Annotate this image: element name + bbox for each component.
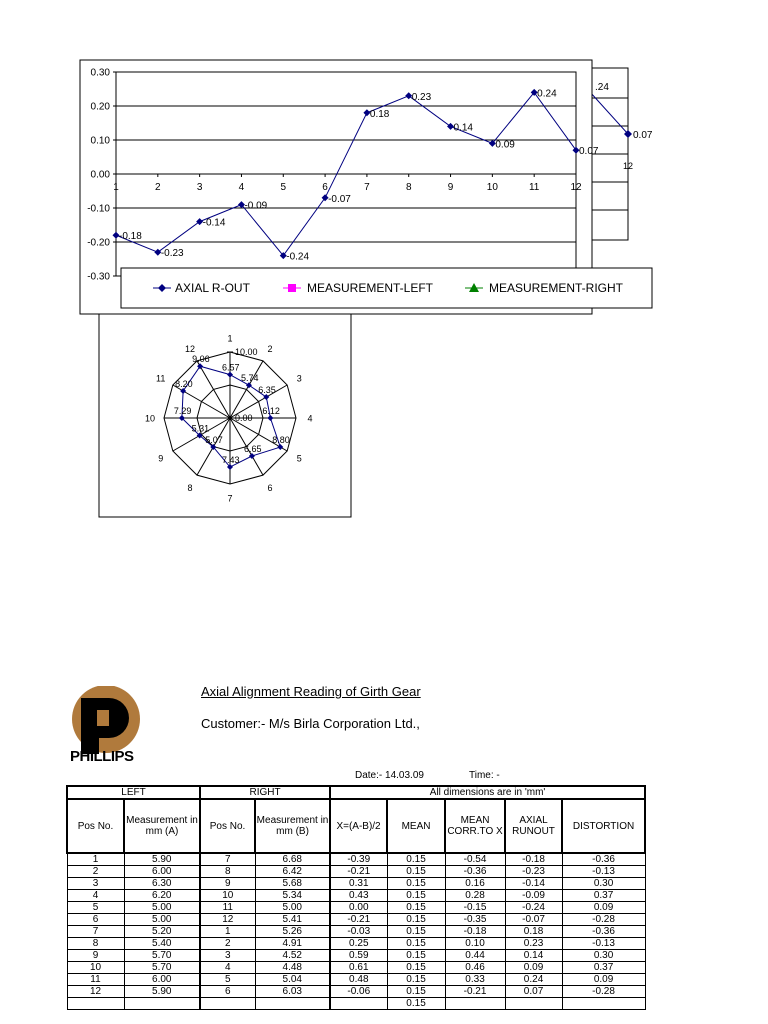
cell-meas-a: 5.70 [124, 962, 200, 974]
cell-pos-left: 3 [67, 878, 124, 890]
cell-x: -0.39 [330, 853, 387, 866]
cell-meas-a: 6.00 [124, 866, 200, 878]
table-body [67, 853, 645, 1010]
radar-axis-label: 12 [184, 344, 196, 355]
cell-mean-corr: 0.44 [445, 950, 505, 962]
cell-axial-runout: -0.09 [505, 890, 562, 902]
cell-meas-a: 6.20 [124, 890, 200, 902]
cell-axial-runout: -0.14 [505, 878, 562, 890]
cell-meas-a: 5.00 [124, 914, 200, 926]
y-tick-label: 0.10 [90, 135, 110, 147]
y-tick-label: -0.20 [87, 237, 110, 249]
cell-x: -0.21 [330, 914, 387, 926]
logo-text: PHILLIPS [70, 748, 134, 765]
cell-pos-right: 6 [200, 986, 255, 998]
y-tick-label: -0.30 [87, 271, 110, 283]
cell-meas-a: 6.00 [124, 974, 200, 986]
behind-label: 0.07 [633, 130, 653, 141]
data-label: -0.09 [244, 200, 268, 212]
cell-distortion: 0.37 [562, 890, 645, 902]
cell-x: 0.31 [330, 878, 387, 890]
table-row [67, 974, 645, 986]
col-meas-b: Measurement in mm (B) [255, 799, 330, 853]
cell-meas-b [255, 998, 330, 1010]
cell-mean-corr: 0.33 [445, 974, 505, 986]
radar-value-label: 5.31 [191, 423, 210, 434]
table-row [67, 998, 645, 1010]
cell-mean-corr: -0.21 [445, 986, 505, 998]
cell-x: 0.00 [330, 902, 387, 914]
cell-mean: 0.15 [387, 890, 445, 902]
phillips-logo [69, 686, 143, 754]
cell-axial-runout [505, 998, 562, 1010]
cell-axial-runout: -0.18 [505, 853, 562, 866]
group-right: RIGHT [200, 786, 330, 799]
x-tick-label: 10 [486, 182, 498, 193]
cell-pos-right: 10 [200, 890, 255, 902]
cell-pos-right: 5 [200, 974, 255, 986]
cell-distortion: -0.28 [562, 986, 645, 998]
cell-axial-runout: 0.09 [505, 962, 562, 974]
x-tick-label: 1 [113, 182, 119, 193]
logo-p-counter [97, 710, 109, 726]
cell-mean-corr: 0.46 [445, 962, 505, 974]
behind-label: .24 [595, 82, 609, 93]
cell-pos-right: 3 [200, 950, 255, 962]
cell-mean-corr: -0.35 [445, 914, 505, 926]
data-label: 0.23 [411, 91, 432, 103]
cell-mean-corr: -0.18 [445, 926, 505, 938]
radar-scale-label: 0.00 [235, 413, 253, 423]
cell-pos-left: 11 [67, 974, 124, 986]
data-label: -0.23 [160, 248, 184, 260]
radar-axis-label: 4 [307, 413, 313, 424]
cell-pos-left: 4 [67, 890, 124, 902]
cell-pos-right: 2 [200, 938, 255, 950]
cell-pos-right: 7 [200, 853, 255, 866]
radar-axis-label: 6 [267, 482, 273, 493]
cell-mean-corr: -0.36 [445, 866, 505, 878]
cell-axial-runout: 0.14 [505, 950, 562, 962]
cell-meas-b: 5.26 [255, 926, 330, 938]
cell-distortion: 0.09 [562, 974, 645, 986]
cell-meas-b: 4.48 [255, 962, 330, 974]
data-label: -0.07 [328, 193, 351, 205]
radar-value-label: 8.20 [175, 378, 193, 389]
cell-mean: 0.15 [387, 914, 445, 926]
x-tick-label: 9 [447, 182, 454, 193]
radar-axis-label: 11 [156, 373, 166, 384]
cell-pos-right [200, 998, 255, 1010]
cell-x: 0.43 [330, 890, 387, 902]
cell-mean: 0.15 [387, 878, 445, 890]
cell-mean: 0.15 [387, 866, 445, 878]
cell-x: -0.06 [330, 986, 387, 998]
x-tick-label: 3 [196, 182, 203, 193]
cell-pos-left: 5 [67, 902, 124, 914]
cell-x: 0.25 [330, 938, 387, 950]
col-x: X=(A-B)/2 [330, 799, 387, 853]
radar-value-label: 6.12 [262, 406, 280, 416]
radar-axis-label: 10 [144, 413, 156, 424]
cell-mean: 0.15 [387, 926, 445, 938]
col-mean: MEAN [387, 799, 445, 853]
data-label: 0.09 [495, 139, 515, 151]
data-label: -0.24 [286, 251, 310, 263]
cell-pos-left: 10 [67, 962, 124, 974]
cell-mean: 0.15 [387, 950, 445, 962]
radar-value-label: 7.43 [222, 455, 240, 466]
cell-meas-a: 5.00 [124, 902, 200, 914]
table-row [67, 902, 645, 914]
legend-label: MEASUREMENT-LEFT [307, 281, 434, 295]
cell-mean-corr: 0.28 [445, 890, 505, 902]
cell-axial-runout: -0.23 [505, 866, 562, 878]
cell-pos-right: 1 [200, 926, 255, 938]
time-label: Time: - [469, 770, 500, 781]
cell-meas-a [124, 998, 200, 1010]
x-tick-label: 5 [280, 182, 287, 193]
cell-pos-left: 12 [67, 986, 124, 998]
customer-line: Customer:- M/s Birla Corporation Ltd., [201, 716, 420, 731]
group-left: LEFT [67, 786, 200, 799]
cell-pos-right: 11 [200, 902, 255, 914]
y-tick-label: 0.00 [90, 169, 110, 181]
table-row [67, 878, 645, 890]
y-tick-label: -0.10 [87, 203, 110, 215]
cell-mean-corr [445, 998, 505, 1010]
col-meas-a: Measurement in mm (A) [124, 799, 200, 853]
cell-meas-a: 5.70 [124, 950, 200, 962]
cell-meas-b: 4.52 [255, 950, 330, 962]
cell-x [330, 998, 387, 1010]
col-mean-corr: MEAN CORR.TO X [445, 799, 505, 853]
legend-label: MEASUREMENT-RIGHT [489, 281, 624, 295]
table-row [67, 926, 645, 938]
col-axial-runout: AXIAL RUNOUT [505, 799, 562, 853]
cell-pos-left [67, 998, 124, 1010]
date-label: Date:- 14.03.09 [355, 770, 424, 781]
cell-distortion: 0.30 [562, 950, 645, 962]
radar-scale-label: 10.00 [235, 347, 258, 357]
cell-distortion: -0.36 [562, 853, 645, 866]
behind-label: 12 [623, 161, 634, 171]
cell-pos-left: 1 [67, 853, 124, 866]
cell-x: -0.21 [330, 866, 387, 878]
cell-mean-corr: 0.10 [445, 938, 505, 950]
radar-value-label: 9.06 [192, 354, 210, 365]
legend-label: AXIAL R-OUT [175, 281, 250, 295]
cell-pos-left: 8 [67, 938, 124, 950]
cell-pos-left: 6 [67, 914, 124, 926]
cell-mean: 0.15 [387, 974, 445, 986]
cell-axial-runout: 0.23 [505, 938, 562, 950]
cell-pos-right: 4 [200, 962, 255, 974]
cell-axial-runout: 0.24 [505, 974, 562, 986]
cell-distortion [562, 998, 645, 1010]
table-row [67, 914, 645, 926]
table-row [67, 986, 645, 998]
cell-axial-runout: -0.07 [505, 914, 562, 926]
cell-x: -0.03 [330, 926, 387, 938]
cell-meas-b: 6.03 [255, 986, 330, 998]
y-tick-label: 0.20 [90, 101, 110, 113]
cell-meas-b: 6.68 [255, 853, 330, 866]
radar-axis-label: 7 [227, 493, 233, 504]
x-tick-label: 6 [322, 182, 328, 193]
radar-axis-label: 8 [187, 482, 193, 493]
cell-meas-a: 5.90 [124, 853, 200, 866]
col-pos-left: Pos No. [67, 799, 124, 853]
x-tick-label: 4 [238, 182, 245, 193]
radar-value-label: 6.57 [222, 362, 240, 373]
radar-axis-label: 2 [267, 344, 273, 355]
cell-distortion: -0.28 [562, 914, 645, 926]
cell-pos-left: 7 [67, 926, 124, 938]
cell-axial-runout: 0.18 [505, 926, 562, 938]
data-label: -0.18 [119, 231, 142, 243]
radar-value-label: 8.80 [272, 435, 290, 446]
cell-meas-b: 5.04 [255, 974, 330, 986]
group-note: All dimensions are in 'mm' [330, 786, 645, 799]
table-row [67, 938, 645, 950]
cell-mean: 0.15 [387, 902, 445, 914]
cell-meas-b: 5.34 [255, 890, 330, 902]
x-tick-label: 12 [570, 182, 582, 193]
cell-meas-b: 5.68 [255, 878, 330, 890]
data-label: 0.18 [369, 108, 390, 120]
radar-value-label: 5.07 [205, 434, 223, 445]
cell-mean: 0.15 [387, 853, 445, 866]
col-pos-right: Pos No. [200, 799, 255, 853]
cell-axial-runout: 0.07 [505, 986, 562, 998]
cell-pos-right: 9 [200, 878, 255, 890]
cell-mean-corr: -0.54 [445, 853, 505, 866]
cell-distortion: -0.36 [562, 926, 645, 938]
cell-meas-a: 5.90 [124, 986, 200, 998]
cell-mean-corr: 0.16 [445, 878, 505, 890]
cell-meas-b: 5.41 [255, 914, 330, 926]
cell-distortion: 0.09 [562, 902, 645, 914]
data-label: -0.14 [202, 217, 226, 229]
data-label: 0.14 [453, 122, 474, 134]
radar-axis-label: 1 [227, 333, 233, 344]
cell-x: 0.48 [330, 974, 387, 986]
x-tick-label: 11 [528, 182, 540, 193]
cell-distortion: -0.13 [562, 938, 645, 950]
data-label: 0.24 [537, 88, 557, 100]
cell-meas-a: 5.40 [124, 938, 200, 950]
readings-table [66, 785, 646, 1010]
table-row [67, 866, 645, 878]
radar-axis-label: 9 [158, 453, 164, 464]
radar-axis-label: 3 [296, 373, 302, 384]
cell-mean: 0.15 [387, 938, 445, 950]
x-tick-label: 8 [405, 182, 412, 193]
cell-pos-left: 2 [67, 866, 124, 878]
y-tick-label: 0.30 [90, 67, 110, 79]
table-row [67, 853, 645, 866]
radar-value-label: 7.29 [173, 406, 192, 416]
table-row [67, 950, 645, 962]
table-row [67, 890, 645, 902]
cell-distortion: -0.13 [562, 866, 645, 878]
cell-distortion: 0.37 [562, 962, 645, 974]
cell-meas-b: 4.91 [255, 938, 330, 950]
table-row [67, 962, 645, 974]
x-tick-label: 7 [364, 182, 370, 193]
cell-meas-a: 5.20 [124, 926, 200, 938]
cell-mean-corr: -0.15 [445, 902, 505, 914]
radar-value-label: 6.65 [243, 444, 262, 455]
document-title: Axial Alignment Reading of Girth Gear [201, 684, 421, 699]
cell-x: 0.61 [330, 962, 387, 974]
col-distortion: DISTORTION [562, 799, 645, 853]
data-label: 0.07 [579, 146, 599, 158]
cell-pos-right: 12 [200, 914, 255, 926]
cell-x: 0.59 [330, 950, 387, 962]
cell-pos-left: 9 [67, 950, 124, 962]
cell-mean: 0.15 [387, 986, 445, 998]
cell-mean: 0.15 [387, 998, 445, 1010]
radar-axis-label: 5 [296, 453, 302, 464]
cell-meas-b: 6.42 [255, 866, 330, 878]
cell-mean: 0.15 [387, 962, 445, 974]
x-tick-label: 2 [155, 182, 161, 193]
radar-value-label: 5.74 [240, 373, 259, 384]
cell-pos-right: 8 [200, 866, 255, 878]
cell-meas-b: 5.00 [255, 902, 330, 914]
cell-distortion: 0.30 [562, 878, 645, 890]
radar-value-label: 6.35 [258, 385, 276, 396]
cell-meas-a: 6.30 [124, 878, 200, 890]
cell-axial-runout: -0.24 [505, 902, 562, 914]
